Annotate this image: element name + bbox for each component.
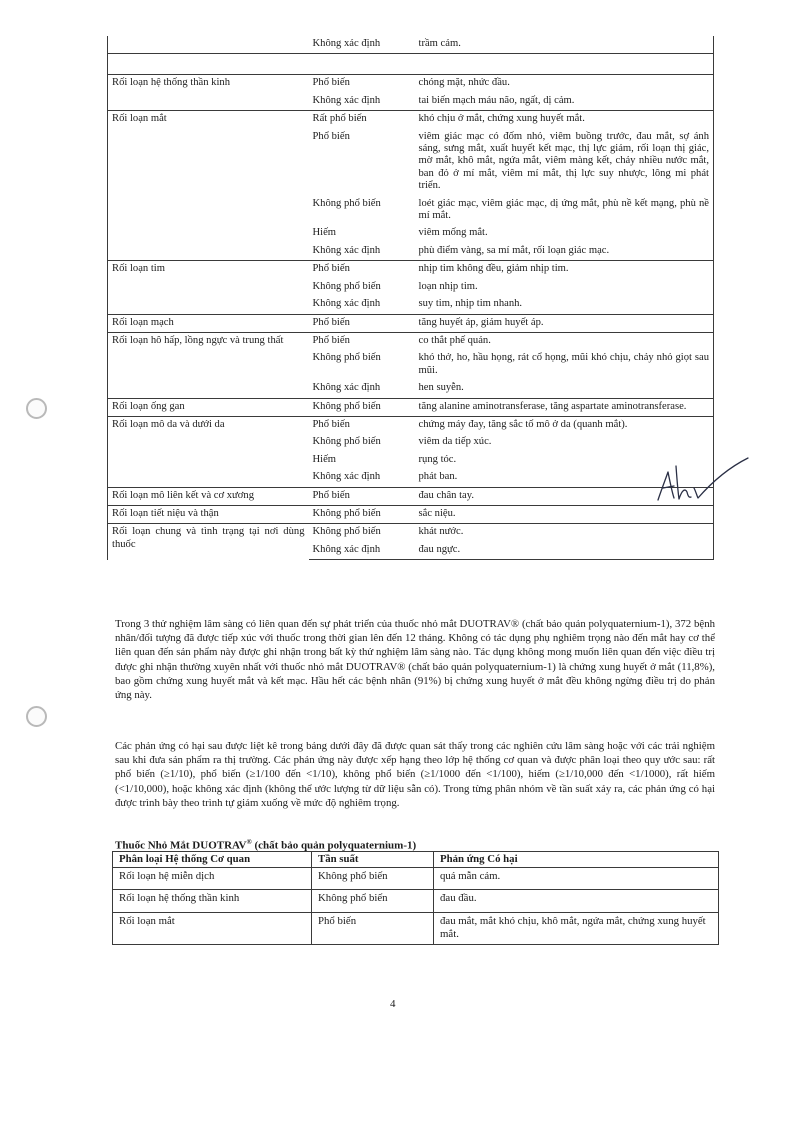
frequency-cell: Không phổ biến: [309, 524, 415, 542]
empty-cell: [108, 54, 309, 75]
table-row: [113, 890, 719, 913]
frequency-cell: Không xác định: [312, 471, 381, 483]
frequency-cell: Không xác định: [312, 382, 381, 394]
frequency-cell: Phổ biến: [312, 130, 350, 142]
adverse-reaction-cell: rụng tóc.: [415, 452, 714, 469]
empty-cell: [415, 54, 714, 75]
frequency-cell: Không xác định: [309, 542, 415, 560]
adverse-reaction-cell: chóng mặt, nhức đầu.: [415, 75, 714, 93]
table-row: [108, 36, 714, 54]
table-row: [108, 524, 714, 542]
frequency-cell: Không phổ biến: [312, 197, 381, 209]
spacer-row: [108, 54, 714, 75]
frequency-cell: Hiếm: [312, 227, 337, 239]
frequency-cell: Phổ biến: [309, 314, 415, 332]
frequency-cell: Không phổ biến: [312, 868, 434, 890]
frequency-cell: Không phổ biến: [312, 352, 381, 364]
organ-class-cell: Rối loạn hô hấp, lồng ngực và trung thất: [108, 332, 309, 398]
frequency-cell: Phổ biến: [312, 913, 434, 945]
organ-class-cell: Rối loạn tiết niệu và thận: [108, 505, 309, 523]
page-number: 4: [390, 998, 396, 1010]
adverse-reaction-cell: suy tim, nhịp tim nhanh.: [415, 296, 714, 314]
header-frequency: Tần suất: [312, 852, 434, 868]
adverse-reaction-cell: co thắt phế quản.: [415, 332, 714, 350]
adverse-reaction-cell: viêm mống mắt.: [415, 225, 714, 242]
frequency-cell: Không xác định: [312, 38, 381, 49]
organ-class-cell: Rối loạn mô da và dưới da: [108, 416, 309, 487]
adverse-reaction-cell: viêm giác mạc có đốm nhỏ, viêm buồng trước, đau mắt, sợ ánh sáng, sưng mắt, xuất huyết kết mạc, thị lực giảm, rối loạn thị giác, mờ mắt, khô mắt, ngứa mắt, viêm màng kết, chảy nhiều nước mắt, ban đỏ ở mí mắt, viêm mí mắt, thị lực suy nhược, lông mi phát triển.: [415, 129, 714, 196]
adverse-reaction-cell: khó chịu ở mắt, chứng xung huyết mắt.: [415, 111, 714, 129]
frequency-cell: Phổ biến: [309, 332, 415, 350]
adverse-reaction-cell: tai biến mạch máu não, ngất, dị cảm.: [415, 93, 714, 111]
adverse-reaction-cell: khó thở, ho, hầu họng, rát cổ họng, mũi khó chịu, chảy nhỏ giọt sau mũi.: [415, 350, 714, 380]
adverse-reaction-cell: viêm da tiếp xúc.: [415, 434, 714, 451]
table-row: [108, 111, 714, 129]
adverse-reaction-cell: tăng alanine aminotransferase, tăng aspartate aminotransferase.: [415, 398, 714, 416]
frequency-cell: Không xác định: [312, 298, 381, 310]
table-header-row: [113, 852, 719, 868]
frequency-cell: Không phổ biến: [312, 890, 434, 913]
frequency-cell: Phổ biến: [309, 487, 415, 505]
reaction-cell: đau đầu.: [434, 890, 719, 913]
header-organ-class: Phân loại Hệ thống Cơ quan: [113, 852, 312, 868]
header-adverse-reaction: Phản ứng Có hại: [434, 852, 719, 868]
table-row: [108, 487, 714, 505]
frequency-cell: Hiếm: [312, 453, 337, 465]
handwritten-signature: [652, 452, 752, 512]
organ-class-cell: Rối loạn ống gan: [108, 398, 309, 416]
table-row: [113, 913, 719, 945]
adverse-reaction-cell: nhịp tim không đều, giảm nhịp tim.: [415, 261, 714, 279]
adverse-reaction-cell: tăng huyết áp, giảm huyết áp.: [415, 314, 714, 332]
table-row: [113, 868, 719, 890]
organ-class-cell: Rối loạn mô liên kết và cơ xương: [108, 487, 309, 505]
organ-class-cell: Rối loạn mạch: [108, 314, 309, 332]
table-row: [108, 75, 714, 93]
frequency-convention-paragraph: Các phản ứng có hại sau được liệt kê trong bảng dưới đây đã được quan sát thấy trong các nghiên cứu lâm sàng hoặc với các trải nghiệm sau khi đưa sản phẩm ra thị trường. Các phản ứng này được xếp hạng theo lớp hệ thống cơ quan và được phân loại theo quy ước sau: rất phổ biến (≥1/10), phổ biến (≥1/100 đến <1/10), không phổ biến (≥1/1000 đến <1/100), hiếm (≥1/10,000 đến <1/1000), rất hiếm (<1/10,000), hoặc không xác định (không thể ước lượng từ dữ liệu sẵn có). Trong từng phân nhóm về tần suất xảy ra, các phản ứng có hại được trình bày theo trình tự giảm xuống về mức độ nghiêm trọng.: [115, 740, 715, 809]
adverse-reaction-cell: phù điểm vàng, sa mí mắt, rối loạn giác mạc.: [415, 243, 714, 261]
organ-class-cell: Rối loạn chung và tình trạng tại nơi dùng thuốc: [108, 524, 309, 560]
organ-cell: Rối loạn hệ thống thần kinh: [113, 890, 312, 913]
frequency-cell: Không phổ biến: [309, 505, 415, 523]
frequency-cell: Không xác định: [312, 244, 381, 256]
organ-class-cell: Rối loạn mắt: [108, 111, 309, 261]
frequency-cell: Phổ biến: [309, 75, 415, 93]
adverse-reaction-cell: trầm cảm.: [415, 36, 714, 54]
organ-class-cell: Rối loạn tim: [108, 261, 309, 314]
adverse-reaction-cell: chứng máy đay, tăng sắc tố mô ở da (quanh mắt).: [415, 416, 714, 434]
frequency-cell: Phổ biến: [309, 416, 415, 434]
reaction-cell: quá mẫn cảm.: [434, 868, 719, 890]
table-row: [108, 314, 714, 332]
frequency-cell: Phổ biến: [309, 261, 415, 279]
adverse-reaction-cell: loạn nhịp tim.: [415, 279, 714, 296]
adverse-reaction-cell: loét giác mạc, viêm giác mạc, dị ứng mắt, phù nề kết mạng, phù nề mí mắt.: [415, 196, 714, 226]
frequency-cell: Không phổ biến: [312, 280, 381, 292]
frequency-cell: Không xác định: [312, 94, 381, 106]
clinical-trials-paragraph: Trong 3 thử nghiệm lâm sàng có liên quan đến sự phát triển của thuốc nhỏ mắt DUOTRAV® (chất bảo quản polyquaternium-1), 372 bệnh nhân/đối tượng đã được tiếp xúc với thuốc trong thời gian lên đến 12 tháng. Không có tác dụng phụ nghiêm trọng nào đến mắt hay cơ thể liên quan đến sản phẩm này được ghi nhận trong bất kỳ thử nghiệm lâm sàng nào. Tác dụng không mong muốn liên quan đến việc điều trị được ghi nhận thường xuyên nhất với thuốc nhỏ mắt DUOTRAV® (chất bảo quản polyquaternium-1) là chứng xung huyết ở mắt (11,8%), bao gồm chứng xung huyết mắt và kết mạc. Hầu hết các bệnh nhân (91%) bị chứng xung huyết ở mắt đều không ngừng điều trị do phản ứng này.: [115, 618, 715, 702]
punch-hole-top: [26, 398, 47, 419]
side-effects-table: [107, 36, 714, 560]
adverse-reaction-cell: đau ngực.: [415, 542, 714, 560]
frequency-cell: Không phổ biến: [312, 436, 381, 448]
reaction-cell: đau mắt, mắt khó chịu, khô mắt, ngứa mắt, chứng xung huyết mắt.: [434, 913, 719, 945]
table-row: [108, 398, 714, 416]
table-row: [108, 416, 714, 434]
adverse-reaction-cell: hen suyễn.: [415, 380, 714, 398]
frequency-cell: Không phổ biến: [309, 398, 415, 416]
table-row: [108, 261, 714, 279]
second-table-title: Thuốc Nhỏ Mắt DUOTRAV® (chất bảo quản polyquaternium-1): [115, 838, 417, 852]
organ-class-cell: Rối loạn hệ thống thần kinh: [108, 75, 309, 111]
adverse-reaction-cell: khát nước.: [415, 524, 714, 542]
organ-class-cell: [108, 36, 309, 54]
duotrav-adverse-reactions-table: [112, 851, 719, 945]
organ-cell: Rối loạn mắt: [113, 913, 312, 945]
adverse-reaction-cell: sắc niệu.: [415, 505, 714, 523]
adverse-reaction-cell: phát ban.: [415, 469, 714, 487]
table-row: [108, 332, 714, 350]
table-row: [108, 505, 714, 523]
empty-cell: [309, 54, 415, 75]
frequency-cell: Rất phổ biến: [309, 111, 415, 129]
organ-cell: Rối loạn hệ miễn dịch: [113, 868, 312, 890]
adverse-reaction-cell: đau chân tay.: [415, 487, 714, 505]
punch-hole-bottom: [26, 706, 47, 727]
